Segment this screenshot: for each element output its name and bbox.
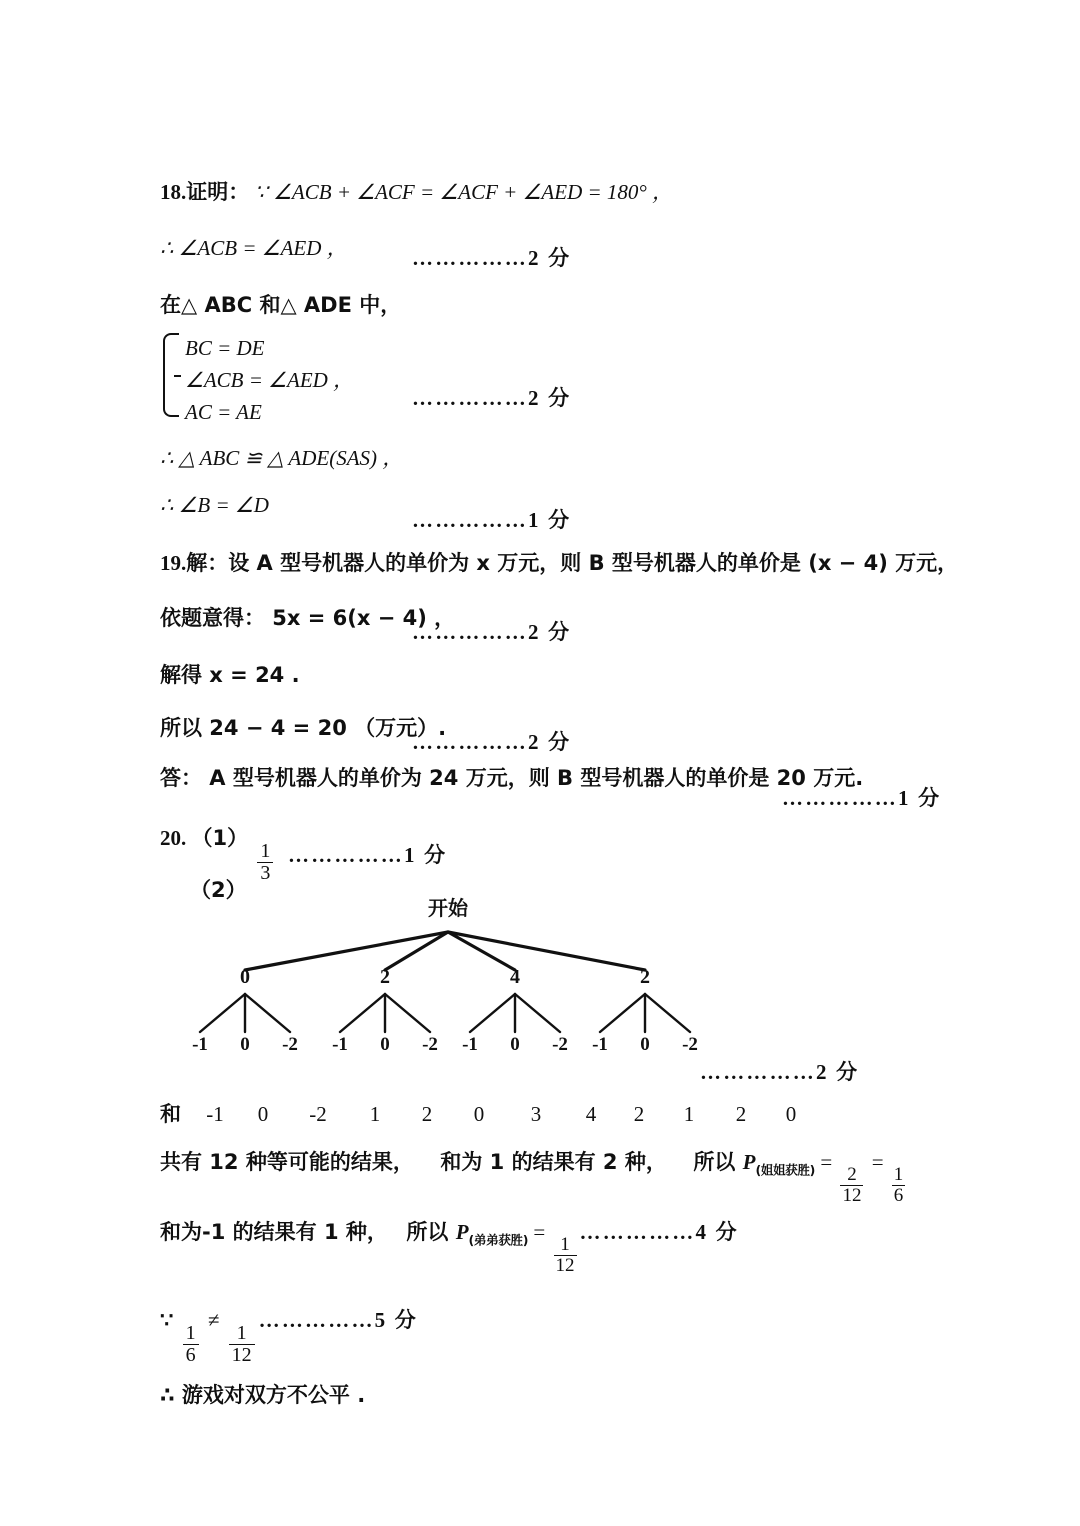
- q19-line-3: 解得 x = 24 .: [160, 663, 300, 687]
- prob1-symbol: P: [742, 1150, 756, 1174]
- fraction-numerator: 1: [893, 1164, 904, 1186]
- tree-leaf-node: -2: [282, 1034, 298, 1055]
- because-symbol: ∵: [160, 1308, 174, 1332]
- q18-line-1: [160, 182, 673, 203]
- tree-leaf-node: 0: [640, 1034, 650, 1055]
- q19-line-2: 依题意得： 5x = 6(x − 4) ，: [160, 606, 456, 630]
- q20-number: 20.: [160, 826, 187, 850]
- sum-value: 3: [530, 1102, 542, 1126]
- tree-edges: [150, 880, 830, 1070]
- tree-node-level1: 4: [510, 966, 520, 988]
- tree-node-level1: 2: [380, 966, 390, 988]
- prob1-reduced-fraction: [892, 1165, 906, 1206]
- tree-leaf-node: -2: [682, 1034, 698, 1055]
- q19-score-2: ……………2 分: [412, 730, 572, 754]
- q18-score-2: ……………2 分: [412, 386, 572, 410]
- prob2-equals: =: [533, 1220, 546, 1244]
- q19-score-3: ……………1 分: [782, 786, 942, 810]
- tree-leaf-node: 0: [240, 1034, 250, 1055]
- q18-number: 18.: [160, 180, 187, 204]
- q20-score-2: ……………4 分: [579, 1220, 739, 1244]
- prob-text-1b: 和为 1 的结果有 2 种，: [440, 1150, 667, 1174]
- q18-score-3: ……………1 分: [412, 508, 572, 532]
- sum-value: -1: [206, 1102, 224, 1126]
- probability-tree-diagram: [150, 880, 830, 1070]
- system-eq-1: BC = DE: [185, 336, 265, 360]
- sum-value: 4: [585, 1102, 597, 1126]
- sum-value: 0: [473, 1102, 485, 1126]
- q20-part1: [160, 828, 277, 884]
- fraction-denominator: 6: [893, 1185, 904, 1207]
- tree-leaf-node: 0: [510, 1034, 520, 1055]
- q20-score-tree: ……………2 分: [700, 1060, 860, 1084]
- prob-text-1a: 共有 12 种等可能的结果，: [160, 1150, 414, 1174]
- system-eq-2: ∠ACB = ∠AED ，: [185, 367, 355, 392]
- prob-text-2b: 所以: [406, 1220, 456, 1244]
- q20-prob-line-1: [160, 1152, 908, 1206]
- fraction-numerator: 1: [260, 840, 271, 863]
- tree-node-level1: 0: [240, 966, 250, 988]
- q20-score-1: ……………1 分: [288, 843, 448, 867]
- fraction-numerator: 1: [185, 1322, 196, 1345]
- prob1-fraction: [840, 1165, 863, 1206]
- inequality-sign: ≠: [207, 1308, 220, 1332]
- ineq-left-fraction: [183, 1323, 199, 1366]
- tree-leaf-node: 0: [380, 1034, 390, 1055]
- sum-value: 0: [785, 1102, 797, 1126]
- prob-text-1c: 所以: [693, 1150, 743, 1174]
- sum-value: 1: [683, 1102, 695, 1126]
- q18-statement-2: ∴ ∠ACB = ∠AED ，: [160, 236, 348, 260]
- tree-leaf-node: -1: [332, 1034, 348, 1055]
- q20-part1-fraction: [257, 841, 273, 884]
- sum-label: 和: [160, 1102, 181, 1126]
- prob-text-2a: 和为-1 的结果有 1 种，: [160, 1220, 388, 1244]
- q19-statement-1: 设 A 型号机器人的单价为 x 万元，则 B 型号机器人的单价是 (x − 4) 万元，: [228, 551, 959, 575]
- ineq-right-fraction: [229, 1323, 255, 1366]
- sum-value: 1: [369, 1102, 381, 1126]
- q18-line-3: 在△ ABC 和△ ADE 中，: [160, 293, 402, 317]
- sum-value: 2: [633, 1102, 645, 1126]
- q20-conclusion: ∴ 游戏对双方不公平 .: [160, 1383, 366, 1407]
- tree-leaf-node: -2: [552, 1034, 568, 1055]
- sum-value: 2: [735, 1102, 747, 1126]
- tree-node-level1: 2: [640, 966, 650, 988]
- sum-row: [160, 1098, 815, 1128]
- q20-part2-label: （2）: [190, 878, 247, 902]
- tree-leaf-node: -2: [422, 1034, 438, 1055]
- prob1-equals: =: [820, 1150, 833, 1174]
- prob1-subscript: (姐姐获胜): [755, 1162, 816, 1178]
- sum-value: 2: [421, 1102, 433, 1126]
- q18-line-2: [160, 238, 348, 259]
- q19-line-1: [160, 553, 958, 574]
- fraction-denominator: 3: [257, 862, 273, 884]
- prob2-subscript: (弟弟获胜): [468, 1232, 529, 1248]
- q18-equation-system: [163, 333, 355, 424]
- fraction-denominator: 6: [183, 1344, 199, 1366]
- fraction-numerator: 1: [560, 1234, 570, 1256]
- system-eq-3: AC = AE: [185, 399, 262, 424]
- q20-inequality-line: [160, 1310, 418, 1366]
- tree-leaf-node: -1: [192, 1034, 208, 1055]
- q18-line-4: ∴ △ ABC ≌ △ ADE(SAS) ，: [160, 446, 404, 470]
- fraction-denominator: 12: [229, 1344, 255, 1366]
- q18-line-5: ∴ ∠B = ∠D: [160, 493, 269, 517]
- fraction-denominator: 12: [842, 1185, 862, 1207]
- q20-prob-line-2: [160, 1222, 739, 1276]
- q19-line-4: 所以 24 − 4 = 20 （万元）.: [160, 716, 447, 740]
- tree-leaf-node: -1: [592, 1034, 608, 1055]
- q19-line-5: 答： A 型号机器人的单价为 24 万元，则 B 型号机器人的单价是 20 万元.: [160, 766, 864, 790]
- system-brace: [163, 333, 179, 417]
- fraction-numerator: 2: [847, 1164, 857, 1186]
- tree-root-label: 开始: [428, 896, 468, 920]
- fraction-denominator: 12: [555, 1255, 575, 1277]
- q20-part1-label: （1）: [191, 826, 249, 850]
- q19-number: 19.: [160, 551, 187, 575]
- prob2-fraction: [554, 1235, 577, 1276]
- tree-leaf-node: -1: [462, 1034, 478, 1055]
- prob1-equals-2: =: [871, 1150, 884, 1174]
- q19-score-1: ……………2 分: [412, 620, 572, 644]
- fraction-numerator: 1: [236, 1322, 247, 1345]
- sum-value: -2: [309, 1102, 327, 1126]
- q18-statement-1: ∵ ∠ACB + ∠ACF = ∠ACF + ∠AED = 180° ，: [254, 180, 674, 204]
- q18-lead: 证明：: [186, 180, 250, 204]
- prob2-symbol: P: [455, 1220, 469, 1244]
- q20-score-3: ……………5 分: [258, 1308, 419, 1332]
- q19-lead: 解：: [186, 551, 229, 575]
- q18-score-1: ……………2 分: [412, 246, 572, 270]
- sum-value: 0: [257, 1102, 269, 1126]
